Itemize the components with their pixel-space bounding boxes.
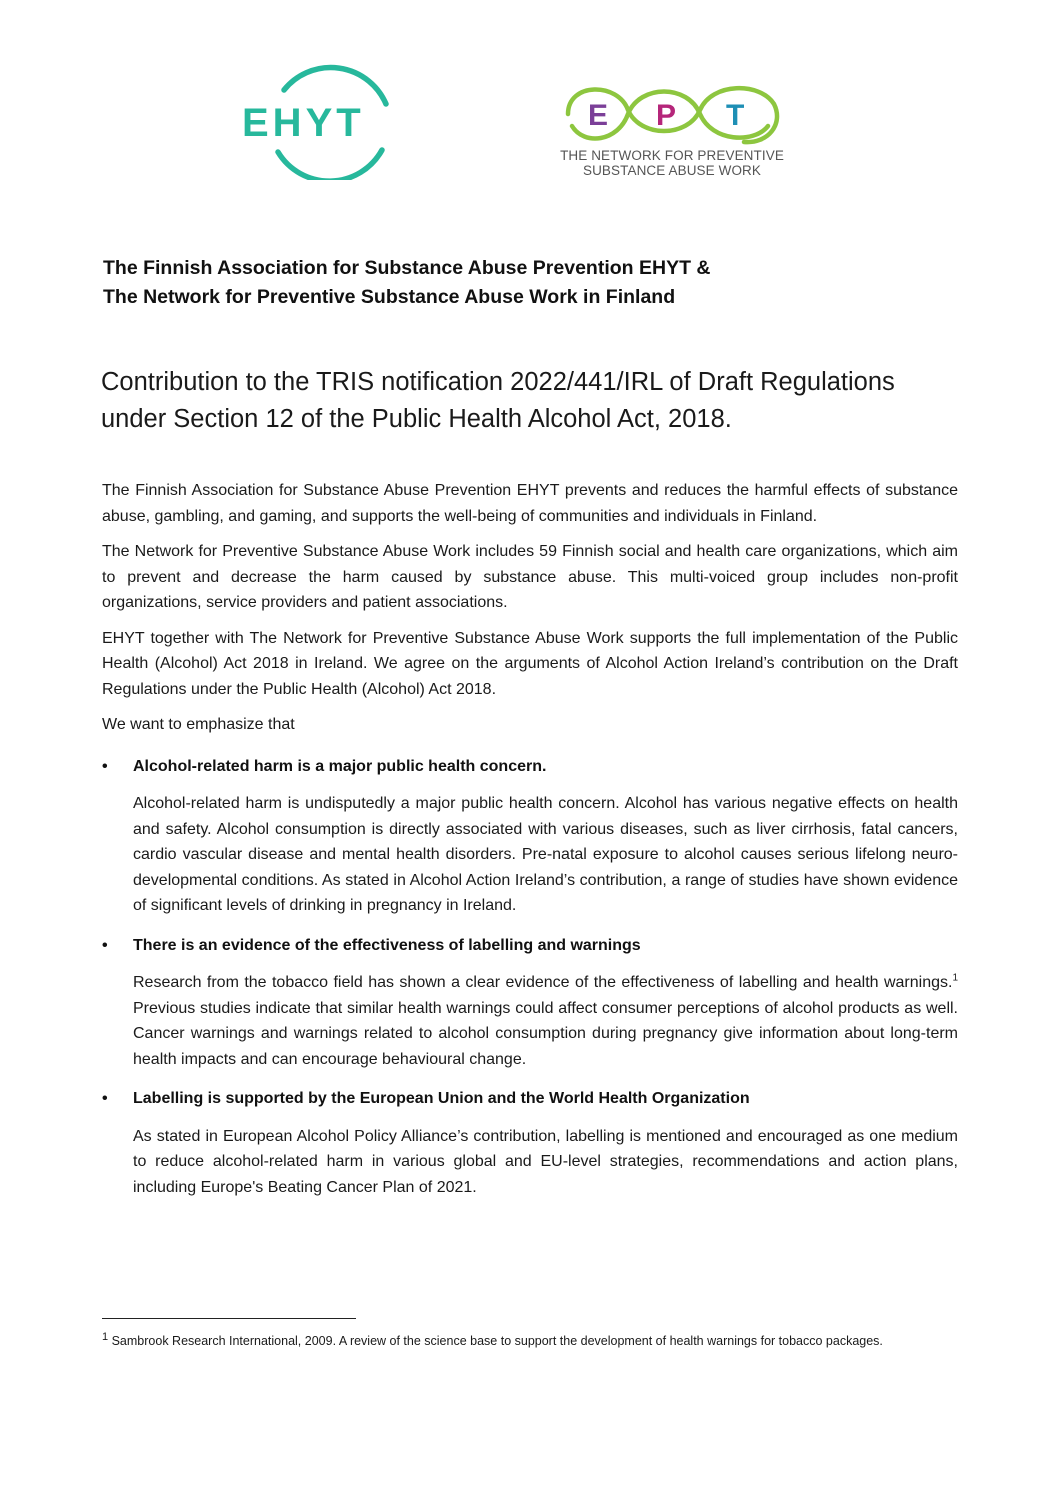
footnote (102, 1330, 962, 1352)
organization-heading-line2: The Network for Preventive Substance Abuse Work in Finland (103, 286, 676, 308)
ept-letter-p: P (656, 99, 677, 132)
bullet-heading-text: Alcohol-related harm is a major public health concern. (133, 757, 547, 775)
ept-letter-e: E (588, 99, 609, 132)
bullet-text-evidence-part1: Research from the tobacco field has shown a clear evidence of the effectiveness of labelling and health warnings. (133, 974, 953, 991)
bullet-text-evidence (133, 970, 958, 1072)
ept-subtitle-line2: SUBSTANCE ABUSE WORK (582, 163, 762, 178)
ehyt-logo (236, 64, 408, 180)
bullet-heading-harm (102, 754, 958, 780)
bullet-marker: • (102, 1090, 108, 1107)
document-title (101, 364, 981, 438)
bullet-text-harm: Alcohol-related harm is undisputedly a major public health concern. Alcohol has various negative effects on health and safety. Alcohol consumption is directly associated with various diseases, such as liver cirrhosis, fatal cancers, cardio vascular disease and mental health disorders. Pre-natal exposure to alcohol causes serious lifelong neuro-developmental conditions. As stated in Alcohol Action Ireland’s contribution, a range of studies have shown evidence of significant levels of drinking in pregnancy in Ireland. (133, 795, 958, 914)
ept-logo-subtitle (556, 148, 788, 178)
paragraph-support: EHYT together with The Network for Preventive Substance Abuse Work supports the full implementation of the Public Health (Alcohol) Act 2018 in Ireland. We agree on the arguments of Alcohol Action Ireland’s contribution on the Draft Regulations under the Public Health (Alcohol) Act 2018. (102, 629, 958, 698)
paragraph-network-intro: The Network for Preventive Substance Abuse Work includes 59 Finnish social and health care organizations, which aim to prevent and decrease the harm caused by substance abuse. This multi-voiced group includes non-profit organizations, service providers and patient associations. (102, 543, 958, 611)
footnote-number: 1 (102, 1330, 109, 1343)
ept-subtitle-line1: THE NETWORK FOR PREVENTIVE (560, 148, 784, 163)
organization-heading (103, 254, 963, 312)
bullet-marker: • (102, 936, 108, 954)
organization-heading-line1: The Finnish Association for Substance Abuse Prevention EHYT & (103, 257, 711, 279)
footnote-text: Sambrook Research International, 2009. A review of the science base to support the development of health warnings for tobacco packages. (108, 1334, 883, 1348)
bullet-marker: • (102, 757, 108, 775)
document-body (102, 478, 958, 1214)
document-title-line2: under Section 12 of the Public Health Alcohol Act, 2018. (101, 405, 732, 433)
bullet-text-evidence-part2: Previous studies indicate that similar health warnings could affect consumer perceptions of alcohol products as well. Cancer warnings and warnings related to alcohol consumption during pregnancy give information about long-term health impacts and can encourage behavioural change. (133, 999, 958, 1068)
paragraph-emphasize: We want to emphasize that (102, 716, 295, 733)
ept-letter-t: T (726, 99, 745, 132)
document-title-line1: Contribution to the TRIS notification 2022/441/IRL of Draft Regulations (101, 368, 895, 396)
bullet-text-labelling: As stated in European Alcohol Policy Alliance’s contribution, labelling is mentioned and encouraged as one medium to reduce alcohol-related harm in various global and EU-level strategies, recommendations and action plans, including Europe's Beating Cancer Plan of 2021. (133, 1127, 958, 1196)
bullet-heading-text: Labelling is supported by the European Union and the World Health Organization (133, 1090, 750, 1107)
bullet-heading-evidence (102, 933, 958, 959)
paragraph-ehyt-intro: The Finnish Association for Substance Abuse Prevention EHYT prevents and reduces the harmful effects of substance abuse, gambling, and gaming, and supports the well-being of communities and individuals in Finland. (102, 482, 958, 525)
ehyt-logo-text: EHYT (242, 101, 365, 145)
bullet-heading-labelling (102, 1086, 958, 1112)
bullet-heading-text: There is an evidence of the effectiveness of labelling and warnings (133, 936, 641, 954)
footnote-divider (102, 1318, 356, 1319)
footnote-reference[interactable]: 1 (952, 972, 958, 984)
